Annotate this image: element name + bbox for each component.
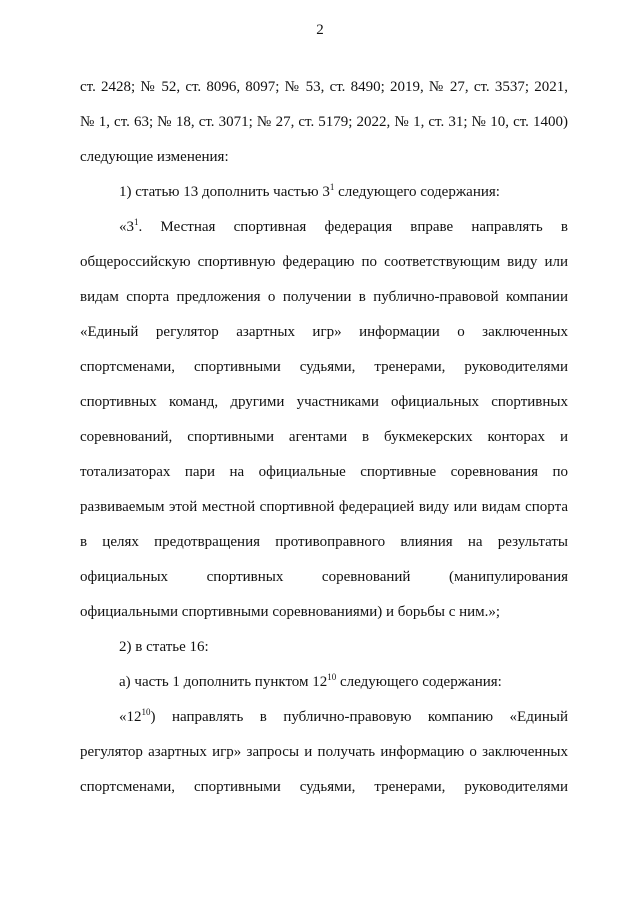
page-number: 2 xyxy=(316,22,324,38)
text-line: № 1, ст. 63; № 18, ст. 3071; № 27, ст. 5179; 2022, № 1, ст. 31; № 10, ст. 1400) xyxy=(80,114,568,130)
text-line: «$12^{10}$) направлять в публично-правовую компанию «Единый xyxy=(119,707,568,725)
text-line: «Единый регулятор азартных игр» информации о заключенных xyxy=(80,324,568,340)
text-line: общероссийскую спортивную федерацию по соответствующим виду или xyxy=(80,254,568,270)
text-line: регулятор азартных игр» запросы и получать информацию о заключенных xyxy=(80,744,568,760)
text-line: спортивных команд, другими участниками официальных спортивных xyxy=(80,394,568,410)
text-line: 1) статью 13 дополнить частью $3^1$ следующего содержания: xyxy=(119,182,500,200)
text-line: в целях предотвращения противоправного влияния на результаты xyxy=(80,534,568,550)
text-line: а) часть 1 дополнить пунктом $12^{10}$ следующего содержания: xyxy=(119,672,502,690)
text-line: развиваемым этой местной спортивной федерацией виду или видам спорта xyxy=(80,499,568,515)
text-line: спортсменами, спортивными судьями, тренерами, руководителями xyxy=(80,779,568,795)
text-line: следующие изменения: xyxy=(80,149,229,165)
text-line: 2) в статье 16: xyxy=(119,639,209,655)
text-line: ст. 2428; № 52, ст. 8096, 8097; № 53, ст. 8490; 2019, № 27, ст. 3537; 2021, xyxy=(80,79,568,95)
text-line: официальными спортивными соревнованиями) и борьбы с ним.»; xyxy=(80,604,501,620)
text-line: спортсменами, спортивными судьями, тренерами, руководителями xyxy=(80,359,568,375)
text-line: соревнований, спортивными агентами в букмекерских конторах и xyxy=(80,429,568,445)
text-line: тотализаторах пари на официальные спортивные соревнования по xyxy=(80,464,568,480)
text-line: «$3^1$. Местная спортивная федерация вправе направлять в xyxy=(119,217,568,235)
text-line: видам спорта предложения о получении в публично-правовой компании xyxy=(80,289,568,305)
text-line: официальных спортивных соревнований (манипулирования xyxy=(80,569,568,585)
